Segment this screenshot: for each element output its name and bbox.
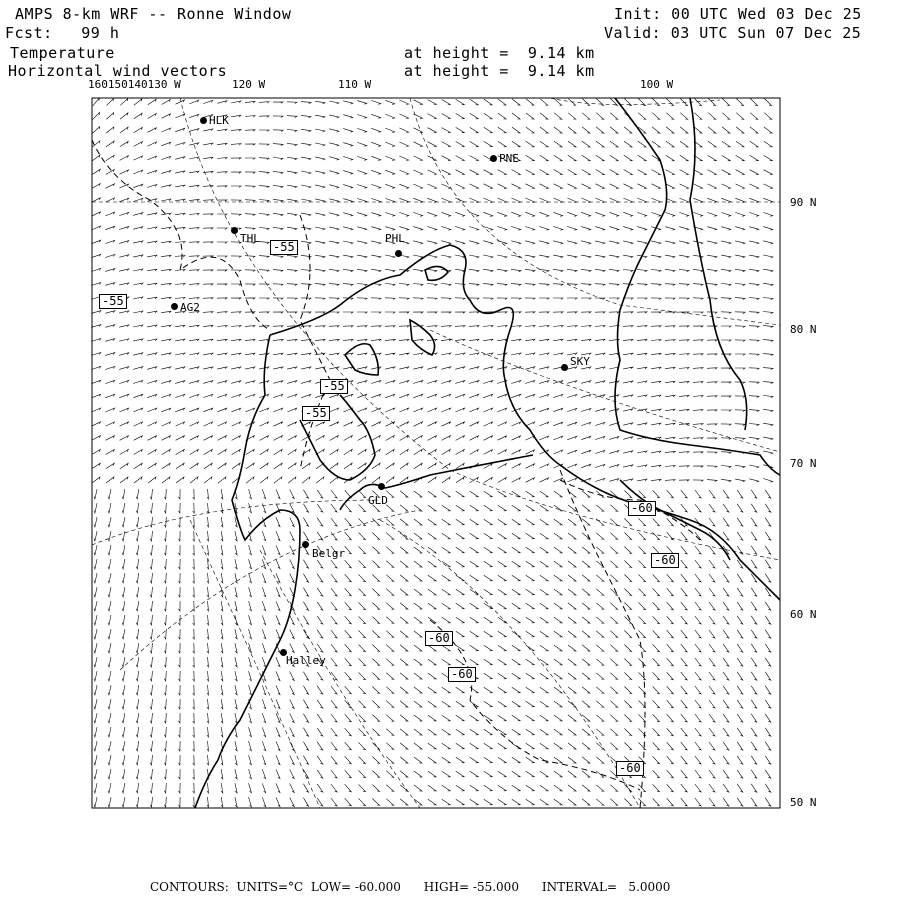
station-gld: GLD — [368, 494, 388, 507]
contour-label: -60 — [628, 501, 656, 516]
station-marker — [490, 155, 497, 162]
height-wind: at height = 9.14 km — [404, 62, 595, 80]
contour-label: -55 — [320, 379, 348, 394]
height-temperature: at height = 9.14 km — [404, 44, 595, 62]
station-phl: PHL — [385, 232, 405, 245]
lon-label-100w: 100 W — [640, 78, 674, 91]
station-halley: Halley — [286, 654, 326, 667]
contour-info-footer: CONTOURS: UNITS=°C LOW= -60.000 HIGH= -55.000 INTERVAL= 5.0000 — [150, 880, 671, 894]
graticule — [92, 98, 780, 808]
lat-label-50n: 50 N — [790, 796, 817, 809]
lat-label-60n: 60 N — [790, 608, 817, 621]
field-wind-vectors: Horizontal wind vectors — [8, 62, 228, 80]
station-marker — [200, 117, 207, 124]
lon-label-160-130w: 160150140130 W — [88, 78, 181, 91]
station-marker — [231, 227, 238, 234]
lon-label-110w: 110 W — [338, 78, 372, 91]
station-sky: SKY — [570, 355, 590, 368]
station-marker — [395, 250, 402, 257]
forecast-hour: Fcst: 99 h — [5, 24, 120, 42]
contour-label: -60 — [616, 761, 644, 776]
contour-label: -55 — [270, 240, 298, 255]
valid-time: Valid: 03 UTC Sun 07 Dec 25 — [604, 24, 862, 42]
station-pne: PNE — [499, 152, 519, 165]
lat-label-90n: 90 N — [790, 196, 817, 209]
init-time: Init: 00 UTC Wed 03 Dec 25 — [614, 5, 862, 23]
lon-label-120w: 120 W — [232, 78, 266, 91]
contour-label: -55 — [99, 294, 127, 309]
station-marker — [302, 541, 309, 548]
station-marker — [561, 364, 568, 371]
station-belgr: Belgr — [312, 547, 346, 560]
station-hlk: HLK — [209, 114, 229, 127]
lat-label-80n: 80 N — [790, 323, 817, 336]
station-marker — [378, 483, 385, 490]
map-title: AMPS 8-km WRF -- Ronne Window — [15, 5, 292, 23]
field-temperature: Temperature — [10, 44, 115, 62]
wind-vectors — [91, 98, 773, 807]
map-frame — [92, 98, 780, 808]
contour-label: -55 — [302, 406, 330, 421]
station-ag2: AG2 — [180, 301, 200, 314]
coastlines — [195, 98, 780, 808]
contour-label: -60 — [425, 631, 453, 646]
contour-label: -60 — [448, 667, 476, 682]
wind-vector-field — [91, 98, 773, 807]
station-thl: THL — [240, 232, 260, 245]
contour-label: -60 — [651, 553, 679, 568]
lat-label-70n: 70 N — [790, 457, 817, 470]
station-marker — [171, 303, 178, 310]
